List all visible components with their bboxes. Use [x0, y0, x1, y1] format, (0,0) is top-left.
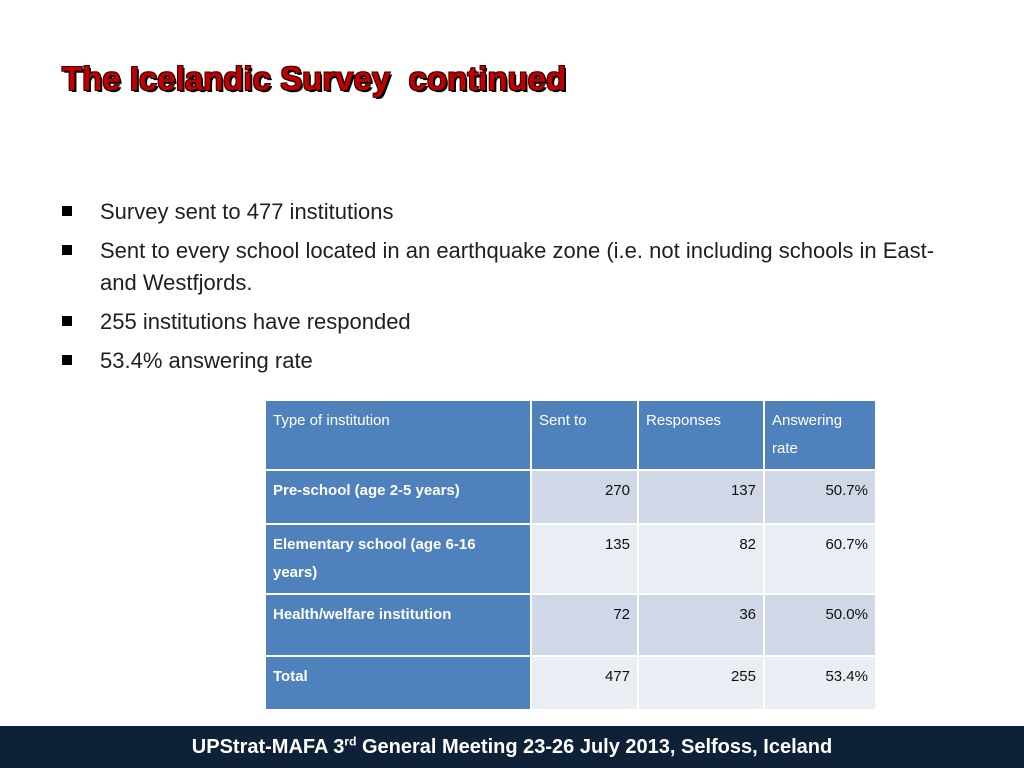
footer-text-prefix: UPStrat-MAFA 3 — [191, 736, 345, 758]
bullet-text: Sent to every school located in an earthquake zone (i.e. not including schools in East- and Westfjords. — [100, 238, 935, 295]
bullet-item — [62, 306, 942, 338]
table-row — [265, 594, 876, 656]
column-header-rate: Answering rate — [764, 400, 876, 470]
footer-text-superscript: rd — [344, 734, 357, 749]
bullet-item — [62, 345, 942, 377]
table-cell-responses: 82 — [638, 524, 764, 594]
table-header-row — [265, 400, 876, 470]
table-cell-rate: 50.0% — [764, 594, 876, 656]
table-cell-sent: 135 — [531, 524, 638, 594]
table-cell-responses: 36 — [638, 594, 764, 656]
bullet-item — [62, 235, 942, 299]
table-cell-responses: 255 — [638, 656, 764, 710]
column-header-responses: Responses — [638, 400, 764, 470]
table-cell-sent: 477 — [531, 656, 638, 710]
bullet-text: Survey sent to 477 institutions — [100, 199, 394, 224]
column-header-type: Type of institution — [265, 400, 531, 470]
table-row — [265, 470, 876, 524]
bullet-list — [62, 196, 942, 384]
table-cell-responses: 137 — [638, 470, 764, 524]
footer-text-suffix: General Meeting 23-26 July 2013, Selfoss, Iceland — [356, 736, 833, 758]
footer-bar — [0, 726, 1024, 768]
table-cell-type: Health/welfare institution — [265, 594, 531, 656]
table-row — [265, 656, 876, 710]
table-cell-rate: 60.7% — [764, 524, 876, 594]
bullet-text: 255 institutions have responded — [100, 309, 411, 334]
table-cell-type: Elementary school (age 6-16 years) — [265, 524, 531, 594]
slide-title: The Icelandic Survey continued — [62, 60, 567, 97]
table-row — [265, 524, 876, 594]
square-bullet-icon — [62, 245, 72, 255]
table-cell-rate: 53.4% — [764, 656, 876, 710]
square-bullet-icon — [62, 316, 72, 326]
column-header-sent: Sent to — [531, 400, 638, 470]
square-bullet-icon — [62, 355, 72, 365]
bullet-text: 53.4% answering rate — [100, 348, 313, 373]
table-cell-sent: 270 — [531, 470, 638, 524]
table-cell-type: Pre-school (age 2-5 years) — [265, 470, 531, 524]
square-bullet-icon — [62, 206, 72, 216]
table-cell-sent: 72 — [531, 594, 638, 656]
survey-table — [264, 399, 877, 711]
bullet-item — [62, 196, 942, 228]
table-cell-rate: 50.7% — [764, 470, 876, 524]
table-cell-type: Total — [265, 656, 531, 710]
